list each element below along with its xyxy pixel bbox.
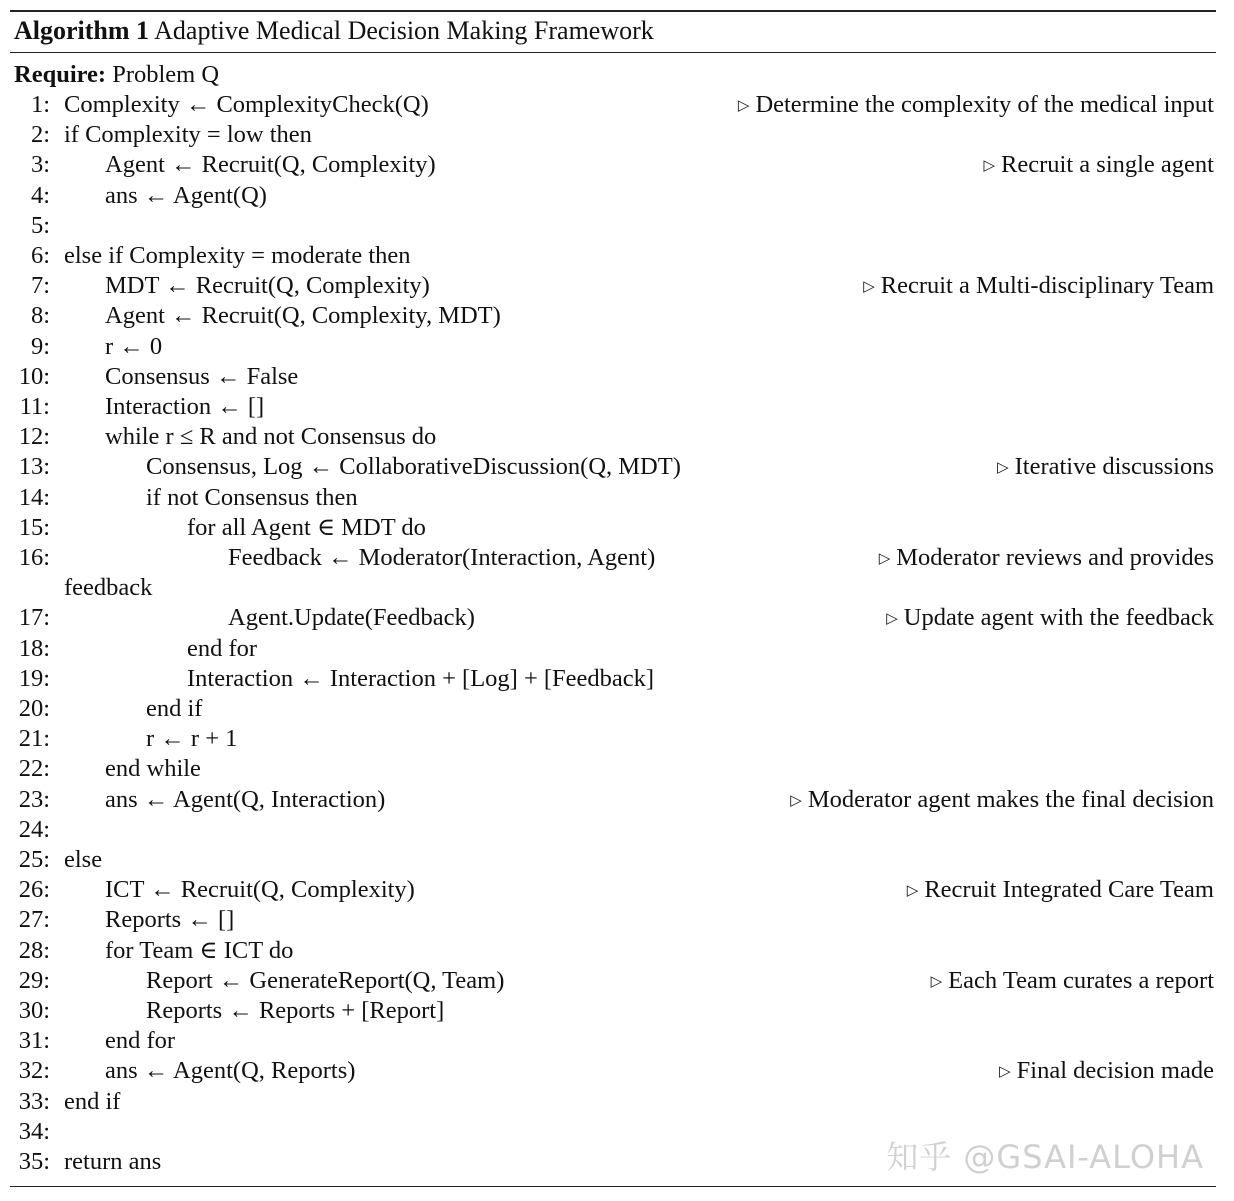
line-number: 7: [30,272,50,300]
comment-triangle-icon: ▷ [886,611,898,628]
comment-triangle-icon: ▷ [878,551,891,567]
line-number: 5: [30,211,50,239]
line-comment [879,543,1214,574]
algorithm-line [0,543,1234,573]
algorithm-line [0,332,1234,362]
comment-text: Update agent with the feedback [903,604,1214,632]
algorithm-line [0,483,1234,513]
line-code: Reports ← Reports + [Report] [146,997,445,1024]
algorithm-line [0,422,1234,452]
comment-triangle-icon: ▷ [737,98,750,114]
bottom-rule [10,1186,1216,1187]
algorithm-line [0,936,1234,966]
line-comment [907,875,1214,906]
comment-text: Moderator agent makes the final decision [807,785,1214,813]
line-comment [863,271,1214,302]
line-number: 33: [18,1087,50,1115]
line-number: 11: [19,393,50,420]
line-code: Reports ← [] [105,906,235,934]
algorithm-line [0,815,1234,845]
line-code: if Complexity = low then [64,121,312,149]
line-number: 16: [18,544,50,571]
line-number: 29: [18,966,50,994]
algorithm-title [14,14,654,48]
line-comment [738,90,1214,121]
line-number: 28: [18,936,50,964]
algorithm-line [0,785,1234,815]
line-code: ans ← Agent(Q, Interaction) [105,785,386,813]
line-code: else if Complexity = moderate then [64,242,411,269]
line-code: Agent ← Recruit(Q, Complexity, MDT) [105,302,501,330]
line-number: 26: [18,876,50,904]
line-number: 34: [18,1117,50,1145]
line-number: 32: [18,1057,50,1085]
algorithm-line [0,150,1234,180]
comment-text: Recruit Integrated Care Team [924,876,1214,904]
line-comment [999,1056,1214,1087]
comment-triangle-icon: ▷ [906,883,919,900]
line-number: 23: [18,785,50,813]
line-code: if not Consensus then [146,483,358,511]
line-code: Report ← GenerateReport(Q, Team) [146,966,505,994]
top-rule [10,10,1216,12]
algorithm-line [0,392,1234,422]
comment-triangle-icon: ▷ [790,792,802,809]
algorithm-line [0,1087,1234,1117]
line-code: return ans [64,1148,162,1175]
line-code: feedback [64,574,153,602]
line-number: 19: [18,664,50,692]
line-code: Interaction ← [] [105,393,265,420]
algorithm-line [0,634,1234,664]
line-number: 6: [30,242,50,269]
line-comment [790,785,1214,816]
line-comment [886,603,1214,634]
line-code: end for [105,1027,176,1055]
line-code: end if [64,1087,121,1115]
algorithm-line [0,996,1234,1026]
comment-triangle-icon: ▷ [997,460,1009,477]
line-number: 21: [18,725,50,753]
line-number: 12: [18,423,50,451]
line-number: 17: [18,604,50,632]
comment-text: Iterative discussions [1014,453,1214,481]
algorithm-line [0,664,1234,694]
comment-triangle-icon: ▷ [863,279,875,296]
line-number: 35: [18,1148,50,1175]
algorithm-line [0,452,1234,482]
line-number: 27: [18,906,50,934]
require-line [0,60,1234,90]
algorithm-line [0,573,1234,603]
line-code: Agent.Update(Feedback) [228,604,475,632]
line-code: else [64,846,103,873]
algorithm-line [0,845,1234,875]
line-code: end while [105,755,201,783]
algorithm-line [0,1056,1234,1086]
line-code: Complexity ← ComplexityCheck(Q) [64,91,429,118]
line-code: MDT ← Recruit(Q, Complexity) [105,272,430,300]
line-code: Interaction ← Interaction + [Log] + [Feedback] [187,664,655,692]
line-code: end if [146,695,203,722]
line-number: 18: [18,634,50,662]
require-text: Problem Q [112,61,220,88]
algorithm-line [0,966,1234,996]
watermark: 知乎 @GSAI-ALOHA [886,1138,1204,1176]
comment-text: Each Team curates a report [948,966,1214,994]
line-comment [931,966,1214,997]
require-label: Require: [14,61,107,88]
line-number: 14: [18,483,50,511]
line-code: while r ≤ R and not Consensus do [105,423,437,451]
algorithm-line [0,211,1234,241]
line-number: 2: [30,121,50,149]
comment-triangle-icon: ▷ [999,1064,1011,1081]
comment-text: Determine the complexity of the medical input [755,91,1214,118]
line-number: 8: [30,302,50,330]
line-number: 20: [18,695,50,722]
algorithm-line [0,181,1234,211]
comment-triangle-icon: ▷ [930,973,943,990]
line-code: ans ← Agent(Q, Reports) [105,1057,356,1085]
line-number: 10: [18,362,50,390]
line-code: r ← r + 1 [146,725,238,753]
algorithm-line [0,271,1234,301]
line-number: 25: [18,846,50,873]
algorithm-line [0,120,1234,150]
title-rule [10,52,1216,53]
algorithm-line [0,754,1234,784]
line-number: 30: [18,997,50,1024]
algorithm-line [0,90,1234,120]
line-comment [984,150,1215,181]
algorithm-label: Algorithm 1 [14,16,150,45]
algorithm-line [0,362,1234,392]
line-number: 13: [18,453,50,481]
line-code: Agent ← Recruit(Q, Complexity) [105,151,436,179]
comment-text: Recruit a Multi-disciplinary Team [880,272,1214,300]
line-code: end for [187,634,258,662]
algorithm-line [0,301,1234,331]
line-comment [997,452,1214,483]
line-code: for all Agent ∈ MDT do [187,513,426,541]
line-number: 1: [30,91,50,118]
line-code: Consensus ← False [105,362,299,390]
algorithm-line [0,905,1234,935]
line-code: r ← 0 [105,332,163,360]
line-code: for Team ∈ ICT do [105,936,294,964]
algorithm-line [0,724,1234,754]
line-number: 24: [18,815,50,843]
comment-text: Moderator reviews and provides [896,544,1214,571]
line-number: 22: [18,755,50,783]
algorithm-line [0,513,1234,543]
line-code: ICT ← Recruit(Q, Complexity) [105,876,415,904]
line-number: 9: [30,332,50,360]
algorithm-line [0,875,1234,905]
line-code: Feedback ← Moderator(Interaction, Agent) [228,544,656,571]
comment-text: Final decision made [1016,1057,1214,1085]
line-number: 15: [18,513,50,541]
algorithm-line [0,241,1234,271]
comment-text: Recruit a single agent [1001,151,1214,179]
algorithm-line [0,603,1234,633]
algorithm-line [0,1026,1234,1056]
line-number: 31: [18,1027,50,1055]
algorithm-line [0,694,1234,724]
line-code: ans ← Agent(Q) [105,181,267,209]
line-number: 4: [30,181,50,209]
line-number: 3: [30,151,50,179]
line-code: Consensus, Log ← CollaborativeDiscussion(Q, MDT) [146,453,681,481]
comment-triangle-icon: ▷ [983,158,996,175]
algorithm-name: Adaptive Medical Decision Making Framework [154,16,654,45]
